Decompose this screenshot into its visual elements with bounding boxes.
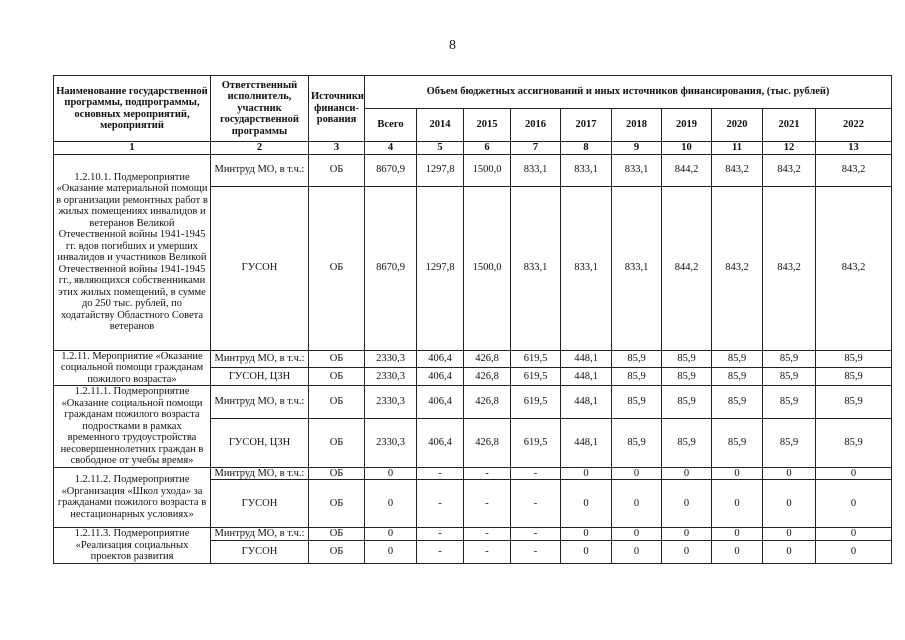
column-number: 6 <box>464 142 511 155</box>
value-cell: 833,1 <box>561 154 612 186</box>
value-cell: 0 <box>561 480 612 528</box>
value-cell: 85,9 <box>712 386 763 419</box>
value-cell: 8670,9 <box>365 154 417 186</box>
header-year: 2015 <box>464 109 511 142</box>
value-cell: 843,2 <box>763 154 816 186</box>
responsible-cell: Минтруд МО, в т.ч.: <box>211 528 309 541</box>
source-cell: ОБ <box>309 480 365 528</box>
source-cell: ОБ <box>309 467 365 480</box>
header-year: 2016 <box>511 109 561 142</box>
value-cell: 0 <box>712 528 763 541</box>
table-row <box>54 350 892 368</box>
value-cell: 0 <box>816 467 892 480</box>
value-cell: 2330,3 <box>365 386 417 419</box>
header-year: 2022 <box>816 109 892 142</box>
value-cell: - <box>464 467 511 480</box>
header-name: Наименование государственной программы, подпрограммы, основных мероприятий, мероприятий <box>54 76 211 142</box>
table-body <box>54 154 892 563</box>
header-year: Всего <box>365 109 417 142</box>
column-number-row <box>54 142 892 155</box>
value-cell: 448,1 <box>561 350 612 368</box>
value-cell: 0 <box>365 528 417 541</box>
value-cell: 448,1 <box>561 368 612 386</box>
header-volume: Объем бюджетных ассигнований и иных источников финансирования, (тыс. рублей) <box>365 76 892 109</box>
value-cell: 85,9 <box>816 419 892 467</box>
value-cell: - <box>511 528 561 541</box>
value-cell: 0 <box>561 541 612 563</box>
responsible-cell: Минтруд МО, в т.ч.: <box>211 154 309 186</box>
value-cell: 619,5 <box>511 386 561 419</box>
activity-name: 1.2.11. Мероприятие «Оказание социальной помощи гражданам пожилого возраста» <box>54 350 211 386</box>
value-cell: 85,9 <box>763 386 816 419</box>
value-cell: 619,5 <box>511 350 561 368</box>
value-cell: 0 <box>662 541 712 563</box>
activity-name: 1.2.10.1. Подмероприятие «Оказание материальной помощи в организации ремонтных работ в жилых помещениях инвалидов и ветеранов Великой Отечественной войны 1941-1945 гг. вдов погибших и умерших инвалидов и участников Великой Отечественной войны 1941-1945 гг., являющихся собственниками этих жилых помещений, в сумме до 250 тыс. рублей, по ходатайству Областного Совета ветеранов <box>54 154 211 350</box>
value-cell: 85,9 <box>712 419 763 467</box>
value-cell: 843,2 <box>816 154 892 186</box>
column-number: 10 <box>662 142 712 155</box>
value-cell: 85,9 <box>763 419 816 467</box>
value-cell: 85,9 <box>662 368 712 386</box>
value-cell: 406,4 <box>417 368 464 386</box>
value-cell: - <box>511 467 561 480</box>
value-cell: 843,2 <box>712 186 763 350</box>
value-cell: 1297,8 <box>417 186 464 350</box>
value-cell: 1500,0 <box>464 154 511 186</box>
header-sources: Источники финанси-рования <box>309 76 365 142</box>
value-cell: 406,4 <box>417 419 464 467</box>
value-cell: 0 <box>763 467 816 480</box>
value-cell: 0 <box>816 480 892 528</box>
value-cell: 85,9 <box>662 386 712 419</box>
value-cell: - <box>417 480 464 528</box>
column-number: 3 <box>309 142 365 155</box>
value-cell: 0 <box>662 467 712 480</box>
column-number: 8 <box>561 142 612 155</box>
header-year: 2021 <box>763 109 816 142</box>
header-year: 2019 <box>662 109 712 142</box>
value-cell: 844,2 <box>662 154 712 186</box>
table-row <box>54 528 892 541</box>
column-number: 1 <box>54 142 211 155</box>
value-cell: - <box>464 541 511 563</box>
budget-table <box>53 75 892 564</box>
value-cell: 0 <box>662 528 712 541</box>
responsible-cell: ГУСОН <box>211 480 309 528</box>
value-cell: 0 <box>763 480 816 528</box>
column-number: 9 <box>612 142 662 155</box>
responsible-cell: ГУСОН <box>211 541 309 563</box>
responsible-cell: ГУСОН, ЦЗН <box>211 419 309 467</box>
value-cell: 833,1 <box>511 186 561 350</box>
value-cell: 0 <box>365 541 417 563</box>
value-cell: - <box>417 541 464 563</box>
value-cell: 0 <box>561 528 612 541</box>
header-responsible: Ответственный исполнитель, участник государственной программы <box>211 76 309 142</box>
value-cell: 0 <box>712 467 763 480</box>
responsible-cell: Минтруд МО, в т.ч.: <box>211 350 309 368</box>
activity-name: 1.2.11.3. Подмероприятие «Реализация социальных проектов развития <box>54 528 211 564</box>
value-cell: 0 <box>612 528 662 541</box>
value-cell: 85,9 <box>763 350 816 368</box>
value-cell: 85,9 <box>816 386 892 419</box>
value-cell: 0 <box>763 528 816 541</box>
value-cell: 619,5 <box>511 419 561 467</box>
value-cell: 0 <box>561 467 612 480</box>
table-row <box>54 467 892 480</box>
value-cell: 406,4 <box>417 350 464 368</box>
value-cell: 1500,0 <box>464 186 511 350</box>
source-cell: ОБ <box>309 186 365 350</box>
value-cell: 0 <box>763 541 816 563</box>
value-cell: - <box>464 528 511 541</box>
column-number: 7 <box>511 142 561 155</box>
value-cell: 406,4 <box>417 386 464 419</box>
value-cell: 0 <box>712 480 763 528</box>
value-cell: - <box>417 467 464 480</box>
value-cell: 85,9 <box>712 350 763 368</box>
value-cell: 2330,3 <box>365 368 417 386</box>
header-year: 2014 <box>417 109 464 142</box>
value-cell: 0 <box>612 480 662 528</box>
activity-name: 1.2.11.2. Подмероприятие «Организация «Школ ухода» за гражданами пожилого возраста в нестационарных условиях» <box>54 467 211 528</box>
column-number: 13 <box>816 142 892 155</box>
value-cell: 85,9 <box>612 368 662 386</box>
table-row <box>54 386 892 419</box>
column-number: 5 <box>417 142 464 155</box>
value-cell: 85,9 <box>612 386 662 419</box>
value-cell: 85,9 <box>712 368 763 386</box>
source-cell: ОБ <box>309 528 365 541</box>
responsible-cell: Минтруд МО, в т.ч.: <box>211 386 309 419</box>
value-cell: 843,2 <box>712 154 763 186</box>
value-cell: - <box>417 528 464 541</box>
source-cell: ОБ <box>309 154 365 186</box>
value-cell: 426,8 <box>464 368 511 386</box>
column-number: 2 <box>211 142 309 155</box>
source-cell: ОБ <box>309 419 365 467</box>
responsible-cell: Минтруд МО, в т.ч.: <box>211 467 309 480</box>
column-number: 12 <box>763 142 816 155</box>
value-cell: - <box>464 480 511 528</box>
value-cell: 85,9 <box>612 419 662 467</box>
value-cell: 844,2 <box>662 186 712 350</box>
value-cell: 833,1 <box>612 154 662 186</box>
value-cell: 426,8 <box>464 386 511 419</box>
value-cell: 85,9 <box>612 350 662 368</box>
header-row-top <box>54 76 892 109</box>
value-cell: 0 <box>612 541 662 563</box>
value-cell: 833,1 <box>612 186 662 350</box>
header-year: 2018 <box>612 109 662 142</box>
value-cell: - <box>511 480 561 528</box>
value-cell: 0 <box>365 467 417 480</box>
value-cell: 0 <box>662 480 712 528</box>
value-cell: 85,9 <box>816 368 892 386</box>
header-year: 2017 <box>561 109 612 142</box>
value-cell: 0 <box>816 541 892 563</box>
value-cell: 2330,3 <box>365 350 417 368</box>
value-cell: 85,9 <box>816 350 892 368</box>
page-number: 8 <box>449 38 456 53</box>
value-cell: - <box>511 541 561 563</box>
value-cell: 8670,9 <box>365 186 417 350</box>
value-cell: 85,9 <box>662 419 712 467</box>
value-cell: 426,8 <box>464 350 511 368</box>
value-cell: 843,2 <box>763 186 816 350</box>
value-cell: 843,2 <box>816 186 892 350</box>
column-number: 11 <box>712 142 763 155</box>
value-cell: 2330,3 <box>365 419 417 467</box>
value-cell: 833,1 <box>511 154 561 186</box>
value-cell: 833,1 <box>561 186 612 350</box>
activity-name: 1.2.11.1. Подмероприятие «Оказание социальной помощи гражданам пожилого возраста подростками в рамках временного трудоустройства несовершеннолетних граждан в свободное от учебы время» <box>54 386 211 468</box>
value-cell: 85,9 <box>662 350 712 368</box>
source-cell: ОБ <box>309 368 365 386</box>
responsible-cell: ГУСОН, ЦЗН <box>211 368 309 386</box>
source-cell: ОБ <box>309 350 365 368</box>
table-row <box>54 154 892 186</box>
value-cell: 426,8 <box>464 419 511 467</box>
value-cell: 1297,8 <box>417 154 464 186</box>
value-cell: 619,5 <box>511 368 561 386</box>
value-cell: 0 <box>612 467 662 480</box>
value-cell: 448,1 <box>561 419 612 467</box>
value-cell: 85,9 <box>763 368 816 386</box>
source-cell: ОБ <box>309 386 365 419</box>
header-year: 2020 <box>712 109 763 142</box>
value-cell: 0 <box>816 528 892 541</box>
source-cell: ОБ <box>309 541 365 563</box>
column-number: 4 <box>365 142 417 155</box>
value-cell: 0 <box>365 480 417 528</box>
responsible-cell: ГУСОН <box>211 186 309 350</box>
value-cell: 448,1 <box>561 386 612 419</box>
value-cell: 0 <box>712 541 763 563</box>
